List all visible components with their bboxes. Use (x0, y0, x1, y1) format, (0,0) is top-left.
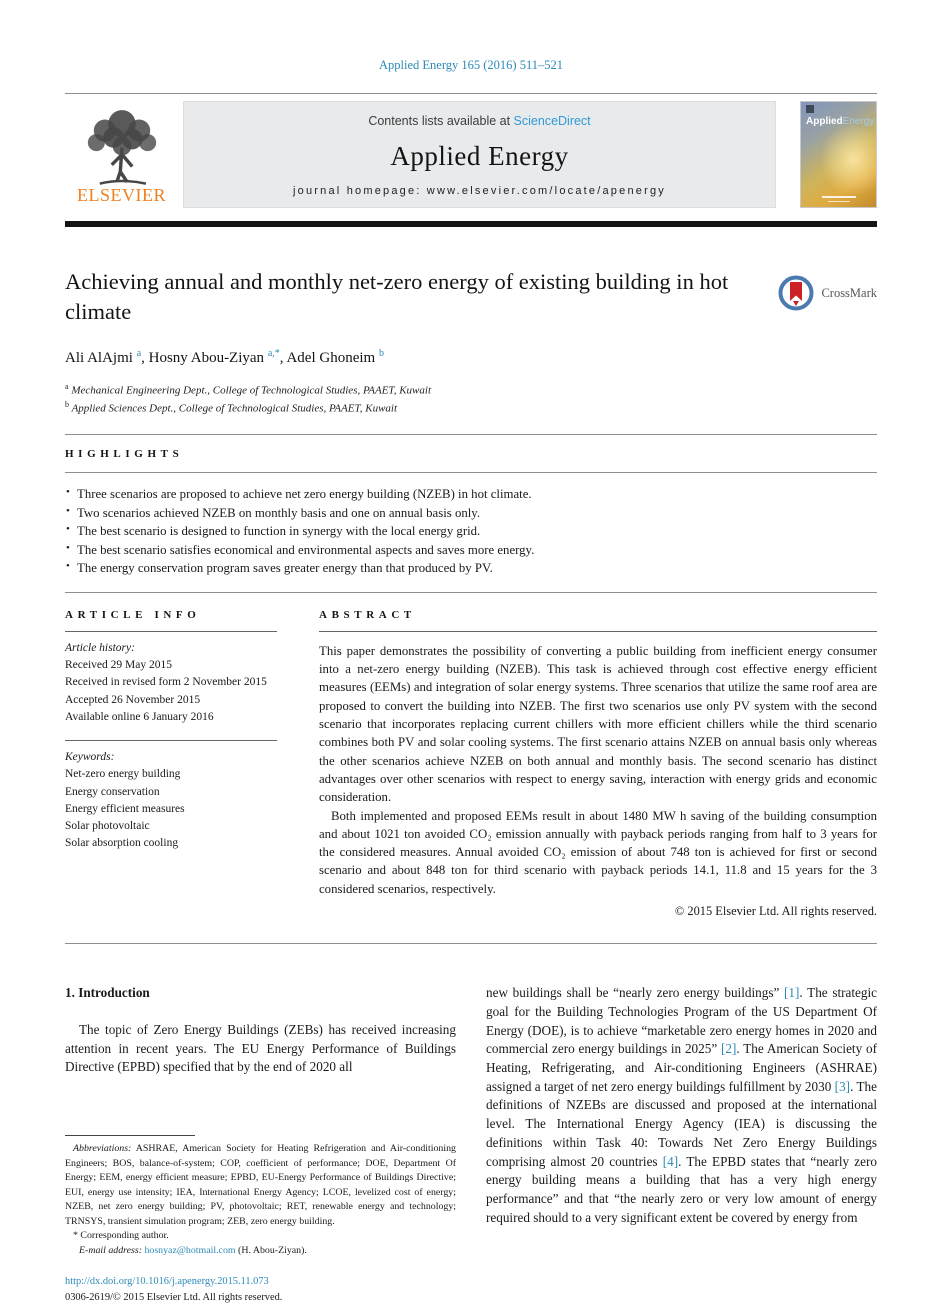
body-right-column (486, 984, 877, 1306)
affiliation-text: Applied Sciences Dept., College of Technological Studies, PAAET, Kuwait (71, 403, 398, 416)
elsevier-wordmark: ELSEVIER (77, 185, 166, 205)
citation-ref[interactable]: [3] (834, 1078, 851, 1094)
affiliation-text: Mechanical Engineering Dept., College of Technological Studies, PAAET, Kuwait (71, 384, 432, 397)
article-info-section (65, 609, 277, 919)
highlight-item: • Three scenarios are proposed to achieve net zero energy building (NZEB) in hot climate. (65, 485, 877, 504)
divider (65, 434, 877, 435)
author-name: Ali AlAjmi (65, 349, 133, 366)
crossmark-badge[interactable] (776, 273, 877, 313)
highlights-list (65, 485, 877, 578)
author-affiliation-link[interactable]: a (136, 347, 142, 359)
highlight-item: • Two scenarios achieved NZEB on monthly basis and one on annual basis only. (65, 504, 877, 523)
elsevier-logo[interactable] (65, 101, 178, 208)
keyword: Net-zero energy building (65, 768, 181, 781)
journal-cover-thumbnail[interactable] (800, 101, 877, 208)
history-label: Article history: (65, 641, 135, 654)
keyword: Solar photovoltaic (65, 820, 150, 833)
cover-publisher-icon (806, 105, 814, 113)
history-line: Accepted 26 November 2015 (65, 693, 201, 706)
abbreviations-label: Abbreviations: (73, 1142, 132, 1154)
doi-link[interactable]: http://dx.doi.org/10.1016/j.apenergy.2015.11.073 (65, 1276, 269, 1288)
highlight-item: • The best scenario satisfies economical and environmental aspects and saves more energy. (65, 541, 877, 560)
abstract-paragraph-2: Both implemented and proposed EEMs result in about 1480 MW h saving of the building consumption and about 1021 ton avoided CO₂ emission annually with payback periods ranging from half to 3 years for the considered measures. Annual avoided CO₂ emission of about 748 ton is achieved for first or second scenario and about 848 ton for third scenario with payback periods 14.1, 11.8 and 15 years for the 3 considered scenarios, respectively. (319, 808, 877, 896)
highlights-section (65, 434, 877, 593)
author-name: Hosny Abou-Ziyan (148, 349, 265, 366)
divider (65, 592, 877, 593)
divider (65, 631, 277, 632)
keyword: Solar absorption cooling (65, 837, 179, 850)
keyword: Energy conservation (65, 785, 160, 798)
author (286, 347, 384, 366)
article-info-heading: ARTICLE INFO (65, 608, 201, 621)
email-link[interactable]: hosnyaz@hotmail.com (144, 1244, 236, 1256)
journal-title: Applied Energy (390, 141, 569, 171)
cover-title-energy: Energy (842, 116, 875, 127)
copyright-line: © 2015 Elsevier Ltd. All rights reserved. (674, 904, 877, 919)
journal-reference-link[interactable]: Applied Energy 165 (2016) 511–521 (378, 58, 563, 72)
body-left-column (65, 984, 456, 1306)
cover-title-applied: Applied (806, 116, 843, 127)
issn-line: 0306-2619/© 2015 Elsevier Ltd. All rights reserved. (65, 1291, 283, 1303)
abstract-heading: ABSTRACT (319, 608, 416, 621)
history-line: Available online 6 January 2016 (65, 710, 214, 723)
cover-title (806, 116, 874, 127)
abstract-paragraph-1: This paper demonstrates the possibility of converting a public building from inefficient energy consumer into a net-zero energy building (NZEB). This task is achieved through cost effective energy efficient measures (EEMs) and integration of solar energy systems. Three scenarios that utilize the same roof area are proposed to convert the building into NZEB. The first two scenarios use only PV system with the second scenario that incorporates replacing current chillers with more efficient chillers while the third scenario combines both PV and solar cooling systems. The first scenario attains NZEB on annual basis only whereas the other scenarios achieve NZEB on both annual and monthly basis. The second scenario has distinct advantages over other scenarios with respect to energy saving, interaction with energy grids and economic consideration. (319, 643, 877, 805)
abstract-section (319, 609, 877, 919)
journal-homepage-link[interactable]: journal homepage: www.elsevier.com/locate/apenergy (293, 185, 666, 197)
highlight-item: • The energy conservation program saves greater energy than that produced by PV. (65, 559, 877, 578)
affiliations (65, 381, 877, 418)
crossmark-icon (776, 273, 816, 313)
citation-ref[interactable]: [1] (784, 985, 800, 1001)
author (148, 347, 287, 366)
crossmark-label: CrossMark (821, 285, 877, 300)
author (65, 347, 149, 366)
abbreviations-text: ASHRAE, American Society for Heating Refrigeration and Air-conditioning Engineers; BOS, balance-of-system; COP, coefficient of performance; DOE, Department Of Energy; EEM, energy efficient measure; EPBD, EU-Energy Performance of Buildings Directive; EUI, energy use intensity; IEA, International Energy Agency; LCOE, levelized cost of energy; NZEB, net zero energy building; PV, photovoltaic; RET, renewable energy and technology; TRNSYS, transient simulation program; ZEB, zero energy building. (65, 1142, 456, 1227)
divider (319, 631, 877, 632)
email-suffix: (H. Abou-Ziyan). (235, 1244, 307, 1256)
header-bar (65, 221, 877, 227)
divider (65, 472, 877, 473)
top-divider (65, 93, 877, 94)
keyword: Energy efficient measures (65, 802, 185, 815)
author-separator: , (141, 349, 149, 366)
history-line: Received 29 May 2015 (65, 659, 172, 672)
doi-block (65, 1274, 456, 1305)
author-affiliation-link[interactable]: a,* (267, 347, 280, 359)
affiliation-b (65, 399, 877, 418)
journal-header (65, 101, 877, 208)
corresponding-author-note: * Corresponding author. (73, 1230, 169, 1242)
footnote-rule (65, 1135, 195, 1136)
author-separator: , (279, 349, 287, 366)
highlight-item: • The best scenario is designed to function in synergy with the local energy grid. (65, 522, 877, 541)
author-list (65, 348, 877, 367)
intro-paragraph-left: The topic of Zero Energy Buildings (ZEBs) has received increasing attention in recent years. The EU Energy Performance of Buildings Directive (EPBD) specified that by the end of 2020 all (65, 1021, 456, 1075)
author-affiliation-link[interactable]: b (378, 347, 384, 359)
divider (65, 740, 277, 741)
email-line (65, 1244, 456, 1259)
article-history (65, 640, 277, 726)
history-line: Received in revised form 2 November 2015 (65, 676, 267, 689)
elsevier-tree-icon (79, 105, 165, 187)
cover-footer-line2 (828, 201, 850, 202)
footnote-block (65, 1135, 456, 1306)
citation-ref[interactable]: [2] (721, 1041, 737, 1057)
section-1-heading: 1. Introduction (65, 985, 150, 1001)
affiliation-marker: a (65, 381, 69, 391)
email-label: E-mail address: (79, 1244, 145, 1256)
article-title: Achieving annual and monthly net-zero energy of existing building in hot climate (65, 269, 729, 325)
contents-line (192, 114, 767, 128)
intro-paragraph-right: new buildings shall be “nearly zero energy buildings” [1]. The strategic goal for the Building Technologies Program of the US Department Of Energy (DOE), is to achieve “marketable zero energy homes in 2020 and commercial zero energy buildings in 2025” [2]. The American Society of Heating, Refrigerating, and Air-conditioning Engineers (ASHRAE) assigned a target of net zero energy buildings fulfillment by 2030 [3]. The definitions of NZEBs are discussed and proposed at the international level. The International Energy Agency (IEA) is discussing the definitions within Task 40: Towards Net Zero Energy Buildings comprising almost 20 countries [4]. The EPBD states that “nearly zero energy building means a building that has a very high energy performance” and that “the nearly zero or very low amount of energy required should to a very significant extent be covered by energy from (486, 985, 878, 1225)
cover-footer-line (822, 196, 856, 198)
citation-ref[interactable]: [4] (662, 1153, 679, 1169)
divider (65, 943, 877, 944)
sciencedirect-link[interactable]: ScienceDirect (513, 114, 591, 128)
author-name: Adel Ghoneim (286, 349, 376, 366)
highlights-heading: HIGHLIGHTS (65, 448, 184, 461)
keywords-block (65, 749, 277, 853)
keywords-label: Keywords: (65, 751, 115, 764)
affiliation-a (65, 381, 877, 400)
contents-text: Contents lists available at (368, 114, 514, 128)
abbreviations-note (65, 1142, 456, 1229)
affiliation-marker: b (65, 400, 69, 410)
journal-banner (183, 101, 776, 208)
